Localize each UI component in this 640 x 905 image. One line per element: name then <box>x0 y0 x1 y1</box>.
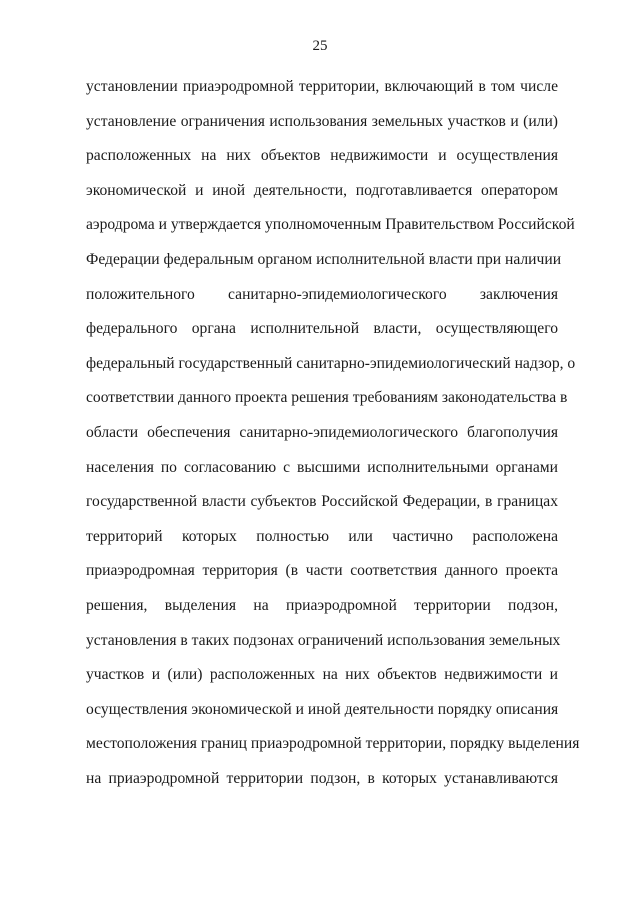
text-line: Федерации федеральным органом исполнительной власти при наличии <box>86 250 562 268</box>
text-line: федерального органа исполнительной власти, осуществляющего <box>86 320 558 338</box>
text-line: территорий которых полностью или частично расположена <box>86 527 558 545</box>
text-line: населения по согласованию с высшими исполнительными органами <box>86 458 558 476</box>
text-line: положительного санитарно-эпидемиологического заключения <box>86 285 558 303</box>
text-line: приаэродромная территория (в части соответствия данного проекта <box>86 562 558 580</box>
text-line: экономической и иной деятельности, подготавливается оператором <box>86 181 558 199</box>
body-text <box>86 70 580 796</box>
text-line: установление ограничения использования земельных участков и (или) <box>86 112 558 130</box>
text-line: участков и (или) расположенных на них объектов недвижимости и <box>86 666 558 684</box>
text-line: расположенных на них объектов недвижимости и осуществления <box>86 147 558 165</box>
text-line: решения, выделения на приаэродромной территории подзон, <box>86 596 558 614</box>
text-line: соответствии данного проекта решения требованиям законодательства в <box>86 389 568 407</box>
text-line: государственной власти субъектов Российской Федерации, в границах <box>86 493 558 511</box>
text-line: осуществления экономической и иной деятельности порядку описания <box>86 700 559 718</box>
text-line: на приаэродромной территории подзон, в которых устанавливаются <box>86 769 558 787</box>
text-line: установления в таких подзонах ограничений использования земельных <box>86 631 561 649</box>
text-line: области обеспечения санитарно-эпидемиологического благополучия <box>86 423 558 441</box>
page-number: 25 <box>312 38 328 54</box>
text-line: аэродрома и утверждается уполномоченным Правительством Российской <box>86 216 575 234</box>
text-line: местоположения границ приаэродромной территории, порядку выделения <box>86 735 580 753</box>
text-line: установлении приаэродромной территории, включающий в том числе <box>86 78 558 95</box>
text-line: федеральный государственный санитарно-эпидемиологический надзор, о <box>86 354 576 372</box>
